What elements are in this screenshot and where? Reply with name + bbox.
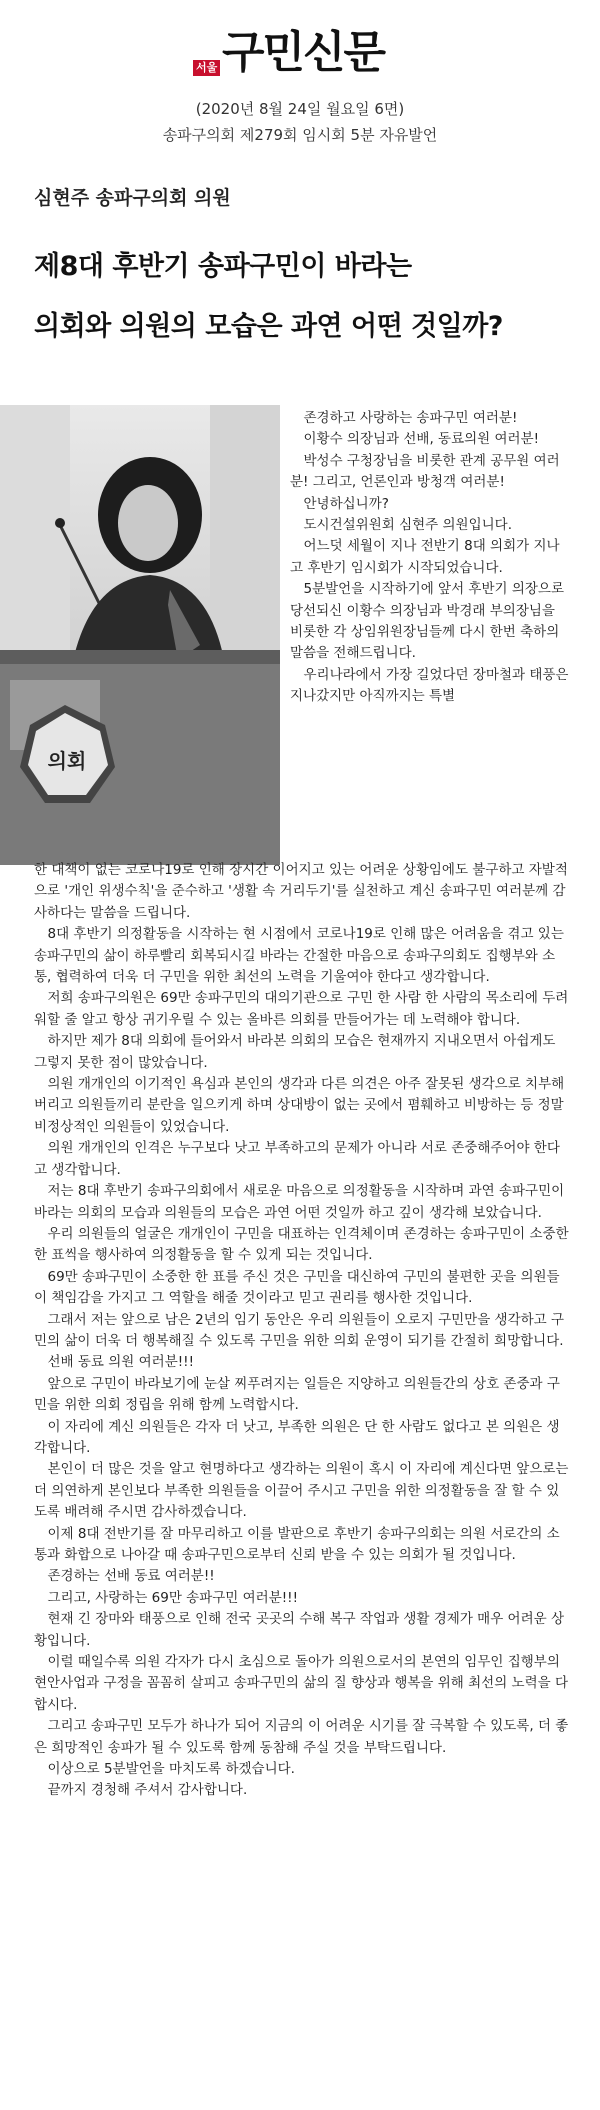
paragraph: 5분발언을 시작하기에 앞서 후반기 의장으로 당선되신 이황수 의장님과 박경래 부의장님을 비롯한 각 상임위원장님들께 다시 한번 축하의 말씀을 전해드립니다.	[290, 581, 564, 662]
article-body	[34, 860, 570, 1802]
paragraph: 이럴 때일수록 의원 각자가 다시 초심으로 돌아가 의원으로서의 본연의 임무인 집행부의 현안사업과 구정을 꼼꼼히 살피고 송파구민의 삶의 질 향상과 행복을 위해 최선의 노력을 다 합시다.	[34, 1654, 569, 1713]
paragraph: 그래서 저는 앞으로 남은 2년의 임기 동안은 우리 의원들이 오로지 구민만을 생각하고 구민의 삶이 더욱 더 행복해질 수 있도록 구민을 위한 의회 운영이 되기를 간절히 희망합니다.	[34, 1311, 565, 1349]
speaker-photo	[0, 405, 280, 865]
paragraph: 박성수 구청장님을 비롯한 관계 공무원 여러분! 그리고, 언론인과 방청객 여러분!	[290, 452, 560, 491]
paragraph: 우리 의원들의 얼굴은 개개인이 구민을 대표하는 인격체이며 존경하는 송파구민이 소중한 한 표씩을 행사하여 의정활동을 할 수 있게 되는 것입니다.	[34, 1225, 569, 1264]
paragraph: 존경하는 선배 동료 여러분!!	[47, 1568, 215, 1585]
masthead	[0, 12, 600, 82]
paragraph: 의원 개개인의 인격은 누구보다 낫고 부족하고의 문제가 아니라 서로 존중해주어야 한다고 생각합니다.	[34, 1140, 560, 1178]
paragraph: 그리고 송파구민 모두가 하나가 되어 지금의 이 어려운 시기를 잘 극복할 수 있도록, 더 좋은 희망적인 송파가 될 수 있도록 함께 동참해 주실 것을 부탁드립니다.	[34, 1718, 569, 1756]
paragraph: 우리나라에서 가장 길었다던 장마철과 태풍은 지나갔지만 아직까지는 특별	[290, 666, 569, 705]
paragraph: 선배 동료 의원 여러분!!!	[47, 1354, 194, 1371]
region-badge: 서울	[193, 60, 220, 76]
paragraph: 이상으로 5분발언을 마치도록 하겠습니다.	[47, 1761, 295, 1778]
paragraph: 저는 8대 후반기 송파구의회에서 새로운 마음으로 의정활동을 시작하며 과연 송파구민이 바라는 의회의 모습과 의원들의 모습은 과연 어떤 것일까 하고 깊이 생각해 보았습니다.	[34, 1183, 565, 1221]
paragraph: 안녕하십니까?	[303, 495, 389, 512]
author-byline: 심현주 송파구의회 의원	[34, 187, 231, 209]
session-info: 송파구의회 제279회 임시회 5분 자유발언	[162, 126, 438, 144]
newspaper-logo: 구민신문	[222, 27, 385, 78]
paragraph: 이황수 의장님과 선배, 동료의원 여러분!	[303, 431, 540, 448]
paragraph: 8대 후반기 의정활동을 시작하는 현 시점에서 코로나19로 인해 많은 어려움을 겪고 있는 송파구민의 삶이 하루빨리 회복되시길 바라는 간절한 마음으로 송파구의회도 집행부와 소통, 협력하여 더욱 더 구민을 위한 최선의 노력을 기울여야 한다고 생각합니다.	[34, 926, 564, 986]
paragraph: 이 자리에 계신 의원들은 각자 더 낫고, 부족한 의원은 단 한 사람도 없다고 본 의원은 생각합니다.	[34, 1418, 560, 1456]
paragraph: 앞으로 구민이 바라보기에 눈살 찌푸려지는 일들은 지양하고 의원들간의 상호 존중과 구민을 위한 의회 정립을 위해 함께 노력합시다.	[34, 1375, 560, 1414]
paragraph: 그리고, 사랑하는 69만 송파구민 여러분!!!	[47, 1589, 298, 1606]
paragraph: 하지만 제가 8대 의회에 들어와서 바라본 의회의 모습은 현재까지 지내오면서 아쉽게도 그렇지 못한 점이 많았습니다.	[34, 1033, 556, 1071]
issue-date: (2020년 8월 24일 월요일 6면)	[195, 100, 405, 118]
paragraph: 현재 긴 장마와 태풍으로 인해 전국 곳곳의 수해 복구 작업과 생활 경제가 매우 어려운 상황입니다.	[34, 1611, 565, 1649]
paragraph: 저희 송파구의원은 69만 송파구민의 대의기관으로 구민 한 사람 한 사람의 목소리에 두려워할 줄 알고 항상 귀기우릴 수 있는 올바른 의회를 만들어가는 데 노력해야 합니다.	[34, 990, 569, 1028]
paragraph: 한 대책이 없는 코로나19로 인해 장시간 이어지고 있는 어려운 상황임에도 불구하고 자발적으로 '개인 위생수칙'을 준수하고 '생활 속 거리두기'를 실천하고 계신 송파구민 여러분께 감사하다는 말씀을 드립니다.	[34, 862, 568, 921]
plaque-text: 의회	[47, 749, 87, 773]
article-column	[290, 408, 570, 708]
speaker-photo-illustration	[0, 405, 280, 865]
headline-line-1: 제8대 후반기 송파구민이 바라는	[34, 251, 412, 282]
paragraph: 존경하고 사랑하는 송파구민 여러분!	[303, 410, 518, 426]
headline-line-2: 의회와 의원의 모습은 과연 어떤 것일까?	[34, 311, 503, 342]
paragraph: 도시건설위원회 심현주 의원입니다.	[303, 517, 512, 534]
paragraph: 69만 송파구민이 소중한 한 표를 주신 것은 구민을 대신하여 구민의 불편한 곳을 의원들이 책임감을 가지고 그 역할을 해줄 것이라고 믿고 권리를 행사한 것입니다.	[34, 1268, 560, 1307]
paragraph: 어느덧 세월이 지나 전반기 8대 의회가 지나고 후반기 임시회가 시작되었습니다.	[290, 538, 560, 576]
paragraph: 끝까지 경청해 주셔서 감사합니다.	[47, 1782, 248, 1799]
paragraph: 본인이 더 많은 것을 알고 현명하다고 생각하는 의원이 혹시 이 자리에 계신다면 앞으로는 더 의연하게 본인보다 부족한 의원들을 이끌어 주시고 구민을 위한 의정활동을 잘 할 수 있도록 배려해 주시면 감사하겠습니다.	[34, 1461, 569, 1521]
paragraph: 이제 8대 전반기를 잘 마무리하고 이를 발판으로 후반기 송파구의회는 의원 서로간의 소통과 화합으로 나아갈 때 송파구민으로부터 신뢰 받을 수 있는 의회가 될 것입니다.	[34, 1525, 560, 1563]
paragraph: 의원 개개인의 이기적인 욕심과 본인의 생각과 다른 의견은 아주 잘못된 생각으로 치부해 버리고 의원들끼리 분란을 일으키게 하며 상대방이 없는 곳에서 폄훼하고 비방하는 등 정말 비정상적인 의원들이 있었습니다.	[34, 1076, 565, 1135]
